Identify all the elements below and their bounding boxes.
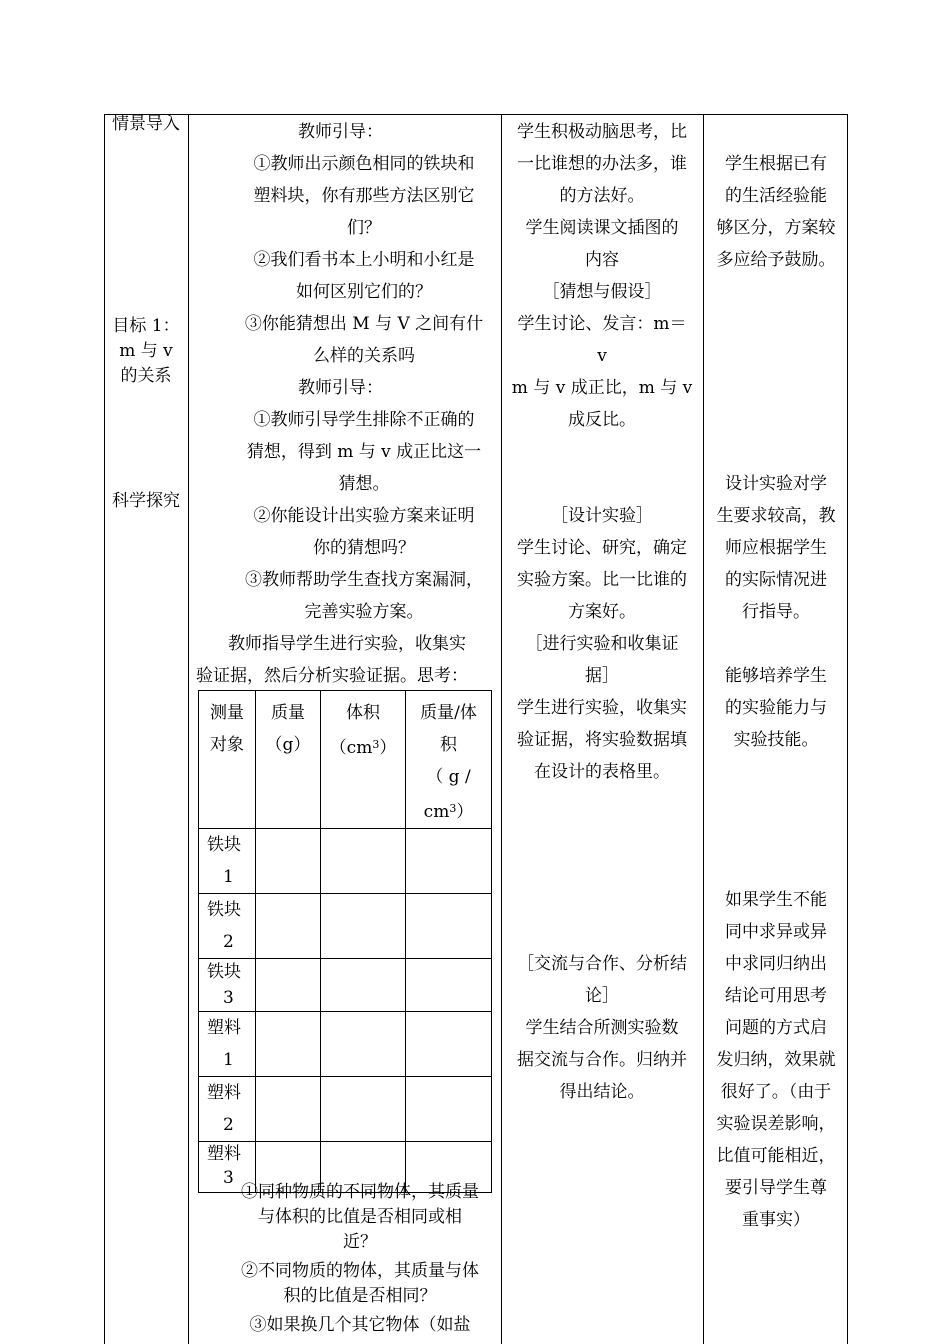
guide-line: 塑料块，你有那些方法区别它 xyxy=(253,186,475,206)
guide-line: ③教师帮助学生查找方案漏洞， xyxy=(245,570,483,590)
header-volume: 体积 $(cm^3)$ xyxy=(321,691,406,829)
intent-line: 比值可能相近， xyxy=(716,1146,836,1166)
goal-line: 的关系 xyxy=(120,366,172,386)
intent-line: 的实际情况进 xyxy=(725,570,827,590)
row-label xyxy=(199,1077,256,1142)
row-label xyxy=(199,894,256,959)
activity-line: 的方法好。 xyxy=(559,186,645,206)
intent-line: 的实验能力与 xyxy=(725,698,827,718)
intent-line: 能够培养学生 xyxy=(725,666,827,686)
row-label xyxy=(199,959,256,1012)
row-label xyxy=(199,1012,256,1077)
table-row xyxy=(199,959,492,1012)
row-label-name: 塑料 xyxy=(207,1144,241,1164)
header-object: 测量 对象 xyxy=(199,691,256,829)
intent-line: 实验误差影响， xyxy=(716,1114,836,1134)
intent-line: 发归纳，效果就 xyxy=(716,1050,836,1070)
table-row xyxy=(199,894,492,959)
row-label-name: 塑料 xyxy=(207,1083,241,1103)
intent-line: 很好了。（由于 xyxy=(720,1082,832,1102)
table-top-border xyxy=(104,114,848,115)
guide-line: 猜想。 xyxy=(338,474,390,494)
section-explore-label: 科学探究 xyxy=(112,491,180,511)
activity-line: ［设计实验］ xyxy=(551,506,653,526)
intent-line: 行指导。 xyxy=(742,602,810,622)
column-divider-2 xyxy=(501,114,502,1344)
question-line: 与体积的比值是否相同或相 xyxy=(258,1207,462,1227)
activity-line: 学生讨论、发言：m＝ xyxy=(517,314,687,334)
student-activity-3 xyxy=(503,948,701,1108)
intent-line: 生要求较高，教 xyxy=(716,506,836,526)
guide-line: 么样的关系吗 xyxy=(313,346,415,366)
design-intent-1 xyxy=(705,148,847,276)
goal-line: m 与 v xyxy=(119,341,173,361)
activity-line: 据］ xyxy=(585,666,619,686)
activity-line: v xyxy=(597,346,607,366)
teacher-guide-3 xyxy=(196,628,498,692)
activity-line: 验证据，将实验数据填 xyxy=(517,730,687,750)
row-label-number: 2 xyxy=(223,932,234,952)
intent-line: 的生活经验能 xyxy=(725,186,827,206)
activity-line: 在设计的表格里。 xyxy=(534,762,670,782)
activity-line: ［猜想与假设］ xyxy=(542,282,662,302)
guide-heading: 教师引导： xyxy=(298,378,383,398)
row-label-name: 铁块 xyxy=(207,962,241,982)
table-border-left xyxy=(104,114,105,1344)
teacher-guide-2 xyxy=(230,372,498,628)
intent-line: 结论可用思考 xyxy=(725,986,827,1006)
activity-line: 实验方案。比一比谁的 xyxy=(517,570,687,590)
intent-line: 设计实验对学 xyxy=(725,474,827,494)
row-label-name: 塑料 xyxy=(207,1018,241,1038)
student-activity-2 xyxy=(503,500,701,788)
table-row xyxy=(199,1077,492,1142)
guide-line: 你的猜想吗？ xyxy=(313,538,415,558)
activity-line: 一比谁想的办法多，谁 xyxy=(517,154,687,174)
activity-line: ［进行实验和收集证 xyxy=(525,634,679,654)
intent-line: 要引导学生尊 xyxy=(725,1178,827,1198)
activity-line: 据交流与合作。归纳并 xyxy=(517,1050,687,1070)
guide-line: 猜想，得到 m 与 v 成正比这一 xyxy=(246,442,482,462)
section-intro-label: 情景导入 xyxy=(112,114,180,134)
header-mass: 质量 （g） xyxy=(256,691,321,829)
row-label-number: 1 xyxy=(223,867,234,887)
guide-line: ②我们看书本上小明和小红是 xyxy=(253,250,475,270)
table-row xyxy=(199,1012,492,1077)
row-label-number: 1 xyxy=(223,1050,234,1070)
experiment-data-table xyxy=(198,690,492,1193)
row-label-number: 2 xyxy=(223,1115,234,1135)
guide-line: 如何区别它们的？ xyxy=(296,282,432,302)
activity-line: ［交流与合作、分析结 xyxy=(517,954,687,974)
question-line: ②不同物质的物体，其质量与体 xyxy=(241,1261,479,1281)
goal-line: 目标 1： xyxy=(112,316,180,336)
row-label-number: 3 xyxy=(223,1168,234,1188)
activity-line: 得出结论。 xyxy=(559,1082,645,1102)
thinking-questions xyxy=(222,1180,498,1338)
intent-line xyxy=(705,628,847,660)
section-goal-label xyxy=(108,314,184,389)
intent-line: 中求同归纳出 xyxy=(725,954,827,974)
intent-line: 重事实） xyxy=(742,1210,810,1230)
question-line: 近？ xyxy=(343,1232,377,1252)
column-divider-1 xyxy=(188,114,189,1344)
question-line: ③如果换几个其它物体（如盐 xyxy=(249,1315,471,1335)
table-header-row xyxy=(199,691,492,829)
table-border-right xyxy=(847,114,848,1344)
intent-line: 问题的方式启 xyxy=(725,1018,827,1038)
guide-heading: 教师引导： xyxy=(298,122,383,142)
student-activity-1 xyxy=(503,116,701,436)
guide-line: 们？ xyxy=(347,218,381,238)
intent-line: 实验技能。 xyxy=(733,730,819,750)
guide-line: ②你能设计出实验方案来证明 xyxy=(253,506,475,526)
column-divider-3 xyxy=(703,114,704,1344)
activity-line: 学生积极动脑思考，比 xyxy=(517,122,687,142)
intent-line: 如果学生不能 xyxy=(725,890,827,910)
activity-line: 学生进行实验，收集实 xyxy=(517,698,687,718)
guide-line: ①教师出示颜色相同的铁块和 xyxy=(253,154,475,174)
guide-line: ①教师引导学生排除不正确的 xyxy=(253,410,475,430)
guide-line: 完善实验方案。 xyxy=(304,602,424,622)
question-line: 积的比值是否相同？ xyxy=(283,1286,437,1306)
activity-line: 学生阅读课文插图的 xyxy=(525,218,679,238)
guide-line: 教师指导学生进行实验，收集实 xyxy=(228,634,466,654)
activity-line: 内容 xyxy=(585,250,619,270)
intent-line: 多应给予鼓励。 xyxy=(716,250,836,270)
guide-line: 验证据，然后分析实验证据。思考： xyxy=(196,666,468,686)
activity-line: 论］ xyxy=(585,986,619,1006)
row-label xyxy=(199,829,256,894)
design-intent-3 xyxy=(705,884,847,1236)
activity-line: m 与 v 成正比，m 与 v xyxy=(511,378,693,398)
row-label-number: 3 xyxy=(223,988,234,1008)
design-intent-2 xyxy=(705,468,847,756)
activity-line: 学生讨论、研究，确定 xyxy=(517,538,687,558)
activity-line: 成反比。 xyxy=(568,410,636,430)
teacher-guide-1 xyxy=(230,116,498,372)
activity-line: 学生结合所测实验数 xyxy=(525,1018,679,1038)
intent-line: 学生根据已有 xyxy=(725,154,827,174)
table-row xyxy=(199,829,492,894)
intent-line: 够区分，方案较 xyxy=(716,218,836,238)
activity-line: 方案好。 xyxy=(568,602,636,622)
header-ratio: 质量/体 积 （ g / $cm^3$） xyxy=(406,691,492,829)
guide-line: ③你能猜想出 M 与 V 之间有什 xyxy=(244,314,484,334)
intent-line: 师应根据学生 xyxy=(725,538,827,558)
question-line: ①同种物质的不同物体，其质量 xyxy=(241,1182,479,1202)
intent-line: 同中求异或异 xyxy=(725,922,827,942)
row-label-name: 铁块 xyxy=(207,835,241,855)
row-label-name: 铁块 xyxy=(207,900,241,920)
